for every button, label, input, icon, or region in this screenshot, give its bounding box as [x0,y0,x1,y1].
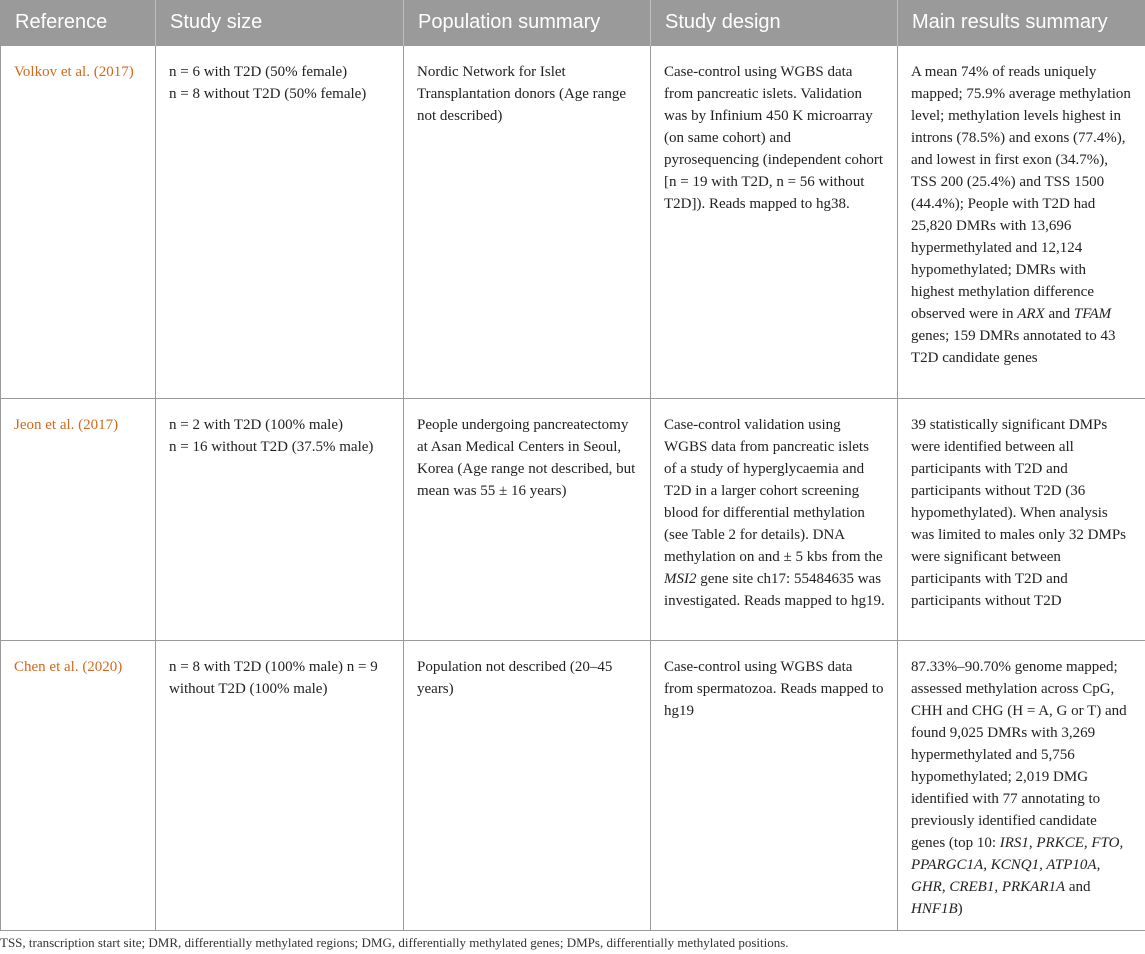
reference-cell [1,45,156,398]
study-size-line: n = 16 without T2D (37.5% male) [169,438,374,455]
reference-cell [1,398,156,640]
header-row [1,0,1145,45]
reference-link[interactable]: Jeon et al. (2017) [14,416,119,433]
population-cell: Population not described (20–45 years) [404,640,651,930]
study-size-cell [156,398,404,640]
table-header [1,0,1145,45]
results-text: A mean 74% of reads uniquely mapped; 75.9% average methylation level; methylation levels highest in introns (78.5%) and exons (77.4%), and lowest in first exon (34.7%), TSS 200 (25.4%) and TSS 1500 (44.4%); People with T2D had 25,820 DMRs with 13,696 hypermethylated and 12,124 hypomethylated; DMRs with highest methylation difference observed were in [911,63,1131,322]
results-text: and [1044,305,1074,322]
results-text: ) [957,900,963,917]
study-size-line: n = 8 without T2D (50% female) [169,85,367,102]
population-cell: People undergoing pancreatectomy at Asan Medical Centers in Seoul, Korea (Age range not described, but mean was 55 ± 16 years) [404,398,651,640]
gene-list: IRS1, PRKCE, FTO, PPARGC1A, KCNQ1, ATP10A, GHR, CREB1, PRKAR1A [911,834,1124,895]
design-text: gene site ch17: 55484635 was investigated. Reads mapped to hg19. [664,570,885,609]
header-main-results: Main results summary [898,0,1145,45]
study-size-line: n = 6 with T2D (50% female) [169,63,348,80]
header-population-summary: Population summary [404,0,651,45]
study-size-line: n = 2 with T2D (100% male) [169,416,343,433]
results-text: 87.33%–90.70% genome mapped; assessed methylation across CpG, CHH and CHG (H = A, G or T) and found 9,025 DMRs with 3,269 hypermethylated and 5,756 hypomethylated; 2,019 DMG identified with 77 annotating to previously identified candidate genes (top 10: [911,658,1127,851]
table-footnote: TSS, transcription start site; DMR, differentially methylated regions; DMG, differentially methylated genes; DMPs, differentially methylated positions. [0,935,789,950]
results-text: and [1065,878,1091,895]
header-study-design: Study design [651,0,898,45]
study-size-cell: n = 8 with T2D (100% male) n = 9 without T2D (100% male) [156,640,404,930]
results-text: genes; 159 DMRs annotated to 43 T2D candidate genes [911,327,1116,366]
reference-cell [1,640,156,930]
table-row [1,398,1145,640]
design-cell: Case-control using WGBS data from pancreatic islets. Validation was by Infinium 450 K microarray (on same cohort) and pyrosequencing (independent cohort [n = 19 with T2D, n = 56 without T2D]). Reads mapped to hg38. [651,45,898,398]
design-cell [651,398,898,640]
results-cell: 39 statistically significant DMPs were identified between all participants with T2D and participants without T2D (36 hypomethylated). When analysis was limited to males only 32 DMPs were significant between participants with T2D and participants without T2D [898,398,1145,640]
table-row [1,45,1145,398]
reference-link[interactable]: Chen et al. (2020) [14,658,123,675]
header-study-size: Study size [156,0,404,45]
table-row [1,640,1145,930]
gene-name: HNF1B [911,900,958,917]
header-reference: Reference [1,0,156,45]
population-cell: Nordic Network for Islet Transplantation donors (Age range not described) [404,45,651,398]
design-cell: Case-control using WGBS data from spermatozoa. Reads mapped to hg19 [651,640,898,930]
design-text: Case-control validation using WGBS data from pancreatic islets of a study of hyperglycaemia and T2D in a larger cohort screening blood for differential methylation (see Table 2 for details). DNA methylation on and ± 5 kbs from the [664,416,883,565]
study-size-cell [156,45,404,398]
gene-name: ARX [1017,305,1045,322]
gene-name: MSI2 [664,570,697,587]
results-cell [898,640,1145,930]
reference-link[interactable]: Volkov et al. (2017) [14,63,134,80]
gene-name: TFAM [1073,305,1112,322]
results-cell [898,45,1145,398]
